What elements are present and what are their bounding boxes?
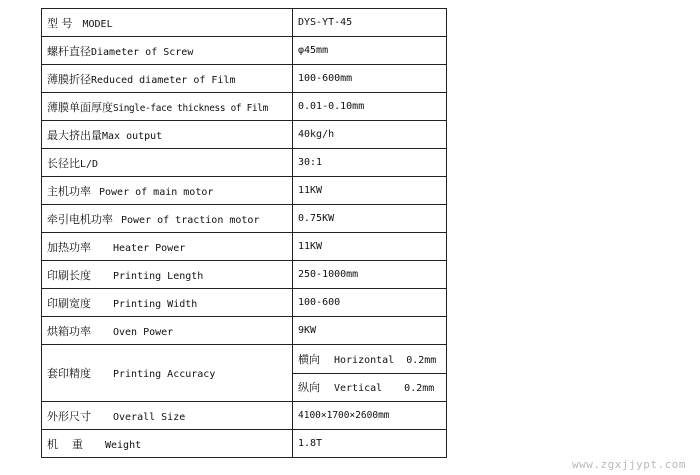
spec-value: 1.8T [293, 430, 447, 458]
label-zh: 主机功率 [47, 184, 91, 198]
label-en: Overall Size [113, 411, 186, 423]
table-row [42, 177, 447, 205]
table-row [42, 317, 447, 345]
table-row [42, 289, 447, 317]
spec-value: 30:1 [293, 149, 447, 177]
spec-label [42, 149, 293, 177]
label-en: Power of main motor [99, 186, 214, 198]
spec-value: 100-600mm [293, 65, 447, 93]
label-en: Reduced diameter of Film [91, 74, 236, 86]
spec-value: φ45mm [293, 37, 447, 65]
watermark-text: www.zgxjjypt.com [572, 458, 686, 471]
label-zh: 螺杆直径 [47, 44, 91, 58]
table-row [42, 149, 447, 177]
label-en: Heater Power [113, 242, 186, 254]
table-row [42, 37, 447, 65]
label-en: Weight [105, 439, 142, 451]
spec-label [42, 233, 293, 261]
spec-value: 11KW [293, 233, 447, 261]
spec-label [42, 121, 293, 149]
spec-value: 100-600 [293, 289, 447, 317]
table-row [42, 93, 447, 121]
label-en: Max output [102, 130, 163, 142]
label-en: MODEL [82, 18, 113, 30]
sub-value: 0.2mm [406, 354, 437, 366]
spec-label [42, 177, 293, 205]
spec-label [42, 9, 293, 37]
label-zh: 外形尺寸 [47, 409, 91, 423]
label-zh: 套印精度 [47, 367, 91, 380]
spec-value: DYS-YT-45 [293, 9, 447, 37]
label-zh: 薄膜单面厚度 [47, 100, 113, 114]
spec-value: 0.75KW [293, 205, 447, 233]
label-zh: 型 号 [47, 16, 73, 30]
spec-value: 40kg/h [293, 121, 447, 149]
spec-value: 4100×1700×2600mm [293, 402, 447, 430]
spec-subvalue [293, 345, 447, 374]
label-en: Printing Accuracy [113, 369, 216, 380]
spec-label [42, 430, 293, 458]
spec-label [42, 402, 293, 430]
label-en: Printing Length [113, 270, 204, 282]
table-row [42, 261, 447, 289]
table-row [42, 121, 447, 149]
spec-table [41, 8, 447, 458]
label-zh: 加热功率 [47, 240, 91, 254]
table-row [42, 65, 447, 93]
sub-value: 0.2mm [404, 383, 435, 395]
spec-subvalue [293, 373, 447, 402]
label-zh: 最大挤出量 [47, 128, 102, 142]
sub-label-en: Horizontal [334, 354, 395, 366]
spec-label [42, 37, 293, 65]
table-row [42, 430, 447, 458]
spec-label [42, 345, 293, 402]
label-zh: 牵引电机功率 [47, 212, 113, 226]
sub-label-en: Vertical [334, 383, 383, 395]
label-zh: 长径比 [47, 156, 80, 170]
spec-label [42, 205, 293, 233]
label-en: Oven Power [113, 326, 174, 338]
spec-label [42, 261, 293, 289]
spec-label [42, 93, 293, 121]
table-row [42, 402, 447, 430]
label-zh: 薄膜折径 [47, 72, 91, 86]
spec-value: 0.01-0.10mm [293, 93, 447, 121]
label-en: Diameter of Screw [91, 46, 194, 58]
label-en: L/D [80, 158, 99, 170]
table-row [42, 205, 447, 233]
spec-label [42, 65, 293, 93]
spec-label [42, 289, 293, 317]
label-en: Single-face thickness of Film [113, 102, 268, 114]
label-zh: 烘箱功率 [47, 324, 91, 338]
table-row [42, 345, 447, 374]
table-row [42, 9, 447, 37]
label-zh: 印刷宽度 [47, 296, 91, 310]
label-zh: 机 重 [47, 437, 83, 451]
spec-value: 250-1000mm [293, 261, 447, 289]
label-en: Printing Width [113, 298, 198, 310]
sub-label-zh: 纵向 [298, 381, 320, 395]
spec-value: 9KW [293, 317, 447, 345]
spec-label [42, 317, 293, 345]
table-row [42, 233, 447, 261]
sub-label-zh: 横向 [298, 352, 320, 366]
label-en: Power of traction motor [121, 214, 260, 226]
label-zh: 印刷长度 [47, 268, 91, 282]
spec-value: 11KW [293, 177, 447, 205]
